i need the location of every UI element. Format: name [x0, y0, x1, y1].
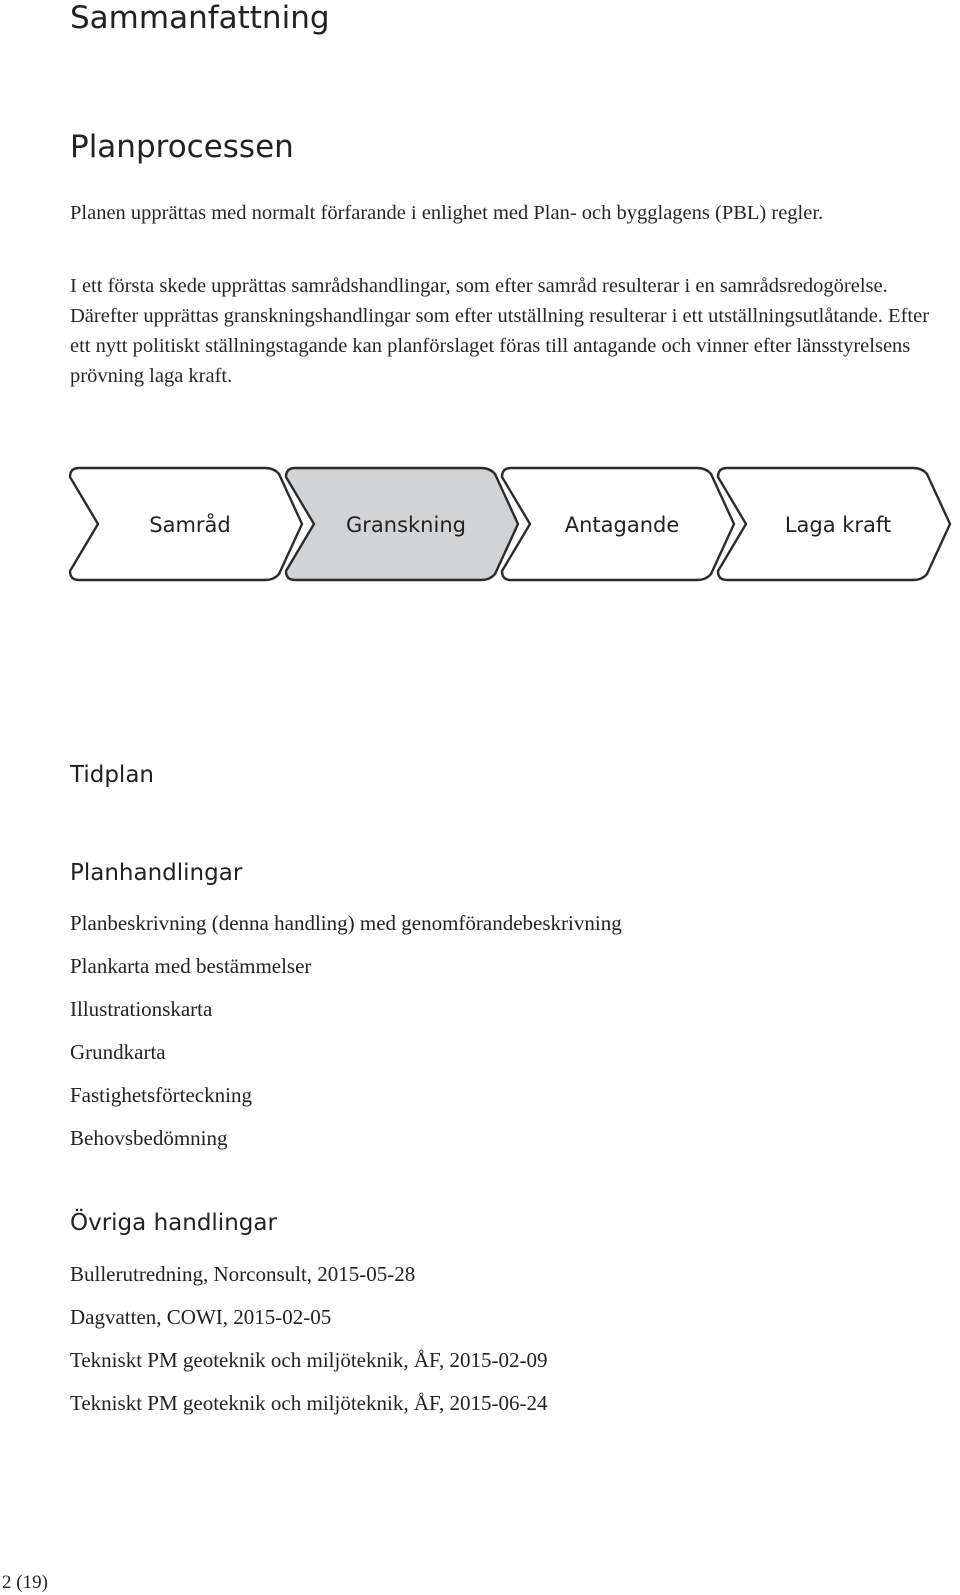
- list-item: Bullerutredning, Norconsult, 2015-05-28: [70, 1262, 416, 1286]
- section-heading-planprocessen: Planprocessen: [70, 129, 294, 165]
- list-item: Grundkarta: [70, 1040, 166, 1064]
- process-flow-diagram: [68, 466, 952, 586]
- list-item: Tekniskt PM geoteknik och miljöteknik, ÅF, 2015-06-24: [70, 1391, 548, 1415]
- process-step: [502, 468, 734, 580]
- section-heading-planhandlingar: Planhandlingar: [70, 860, 243, 886]
- process-step-label: Samråd: [149, 513, 231, 537]
- list-item: Illustrationskarta: [70, 997, 213, 1021]
- process-step-label: Antagande: [564, 513, 680, 537]
- other-documents-list: [70, 1259, 547, 1431]
- process-step: [718, 468, 950, 580]
- list-item: Dagvatten, COWI, 2015-02-05: [70, 1305, 332, 1329]
- paragraph-intro: Planen upprättas med normalt förfarande i enlighet med Plan- och bygglagens (PBL) regler.: [70, 202, 824, 224]
- section-heading-tidplan: Tidplan: [70, 762, 154, 788]
- section-heading-ovriga-handlingar: Övriga handlingar: [70, 1210, 277, 1236]
- list-item: Plankarta med bestämmelser: [70, 954, 312, 978]
- process-step: [70, 468, 302, 580]
- process-step: [286, 468, 518, 580]
- paragraph-process: I ett första skede upprättas samrådshandlingar, som efter samråd resulterar i en samrådsredogörelse. Därefter upprättas granskningshandlingar som efter utställning resulterar i ett utställningsutlåtande. Efter ett nytt politiskt ställningstagande kan planförslaget föras till antagande och vinner efter länsstyrelsens prövning laga kraft.: [70, 275, 930, 387]
- list-item: Behovsbedömning: [70, 1126, 228, 1150]
- process-step-label: Granskning: [346, 513, 466, 537]
- page-number: 2 (19): [2, 1572, 48, 1593]
- plan-documents-list: [70, 908, 622, 1166]
- process-step-label: Laga kraft: [784, 513, 892, 537]
- list-item: Fastighetsförteckning: [70, 1083, 252, 1107]
- list-item: Planbeskrivning (denna handling) med genomförandebeskrivning: [70, 911, 622, 935]
- page-title: Sammanfattning: [70, 0, 330, 36]
- list-item: Tekniskt PM geoteknik och miljöteknik, ÅF, 2015-02-09: [70, 1348, 548, 1372]
